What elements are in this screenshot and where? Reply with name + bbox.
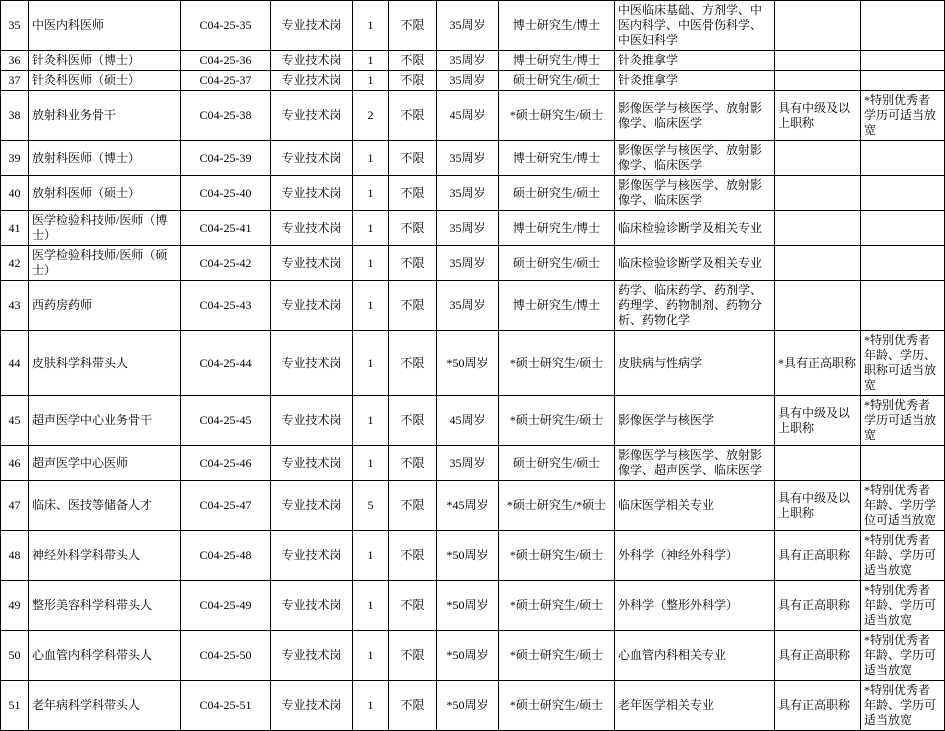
post-category: 专业技术岗 — [271, 246, 353, 281]
gender-requirement: 不限 — [389, 211, 437, 246]
table-row — [1, 281, 945, 331]
post-name: 放射科业务骨干 — [29, 91, 181, 141]
row-index: 46 — [1, 446, 29, 481]
headcount: 5 — [353, 481, 389, 531]
table-row — [1, 446, 945, 481]
row-index: 41 — [1, 211, 29, 246]
education-degree: 硕士研究生/硕士 — [499, 246, 615, 281]
table-row — [1, 1, 945, 51]
other-conditions: *特别优秀者学历可适当放宽 — [861, 396, 945, 446]
age-limit: 35周岁 — [437, 141, 499, 176]
education-degree: *硕士研究生/*硕士 — [499, 481, 615, 531]
age-limit: 45周岁 — [437, 396, 499, 446]
row-index: 49 — [1, 581, 29, 631]
age-limit: 35周岁 — [437, 246, 499, 281]
gender-requirement: 不限 — [389, 481, 437, 531]
post-code: C04-25-40 — [181, 176, 271, 211]
age-limit: 35周岁 — [437, 211, 499, 246]
other-conditions — [861, 1, 945, 51]
row-index: 44 — [1, 331, 29, 396]
post-code: C04-25-41 — [181, 211, 271, 246]
headcount: 1 — [353, 246, 389, 281]
post-name: 医学检验科技师/医师（博士） — [29, 211, 181, 246]
table-row — [1, 581, 945, 631]
professional-title-requirement — [775, 281, 861, 331]
post-category: 专业技术岗 — [271, 91, 353, 141]
other-conditions: *特别优秀者年龄、学历可适当放宽 — [861, 681, 945, 731]
headcount: 2 — [353, 91, 389, 141]
professional-title-requirement: 具有中级及以上职称 — [775, 481, 861, 531]
post-name: 皮肤科学科带头人 — [29, 331, 181, 396]
headcount: 1 — [353, 176, 389, 211]
table-row — [1, 681, 945, 731]
major-requirement: 影像医学与核医学、放射影像学、临床医学 — [615, 91, 775, 141]
professional-title-requirement: 具有正高职称 — [775, 531, 861, 581]
row-index: 47 — [1, 481, 29, 531]
post-name: 放射科医师（硕士） — [29, 176, 181, 211]
post-category: 专业技术岗 — [271, 281, 353, 331]
post-code: C04-25-38 — [181, 91, 271, 141]
age-limit: *45周岁 — [437, 481, 499, 531]
age-limit: 35周岁 — [437, 51, 499, 71]
post-category: 专业技术岗 — [271, 176, 353, 211]
education-degree: 博士研究生/博士 — [499, 141, 615, 176]
post-code: C04-25-51 — [181, 681, 271, 731]
headcount: 1 — [353, 581, 389, 631]
professional-title-requirement: *具有正高职称 — [775, 331, 861, 396]
gender-requirement: 不限 — [389, 581, 437, 631]
major-requirement: 老年医学相关专业 — [615, 681, 775, 731]
other-conditions: *特别优秀者学历可适当放宽 — [861, 91, 945, 141]
gender-requirement: 不限 — [389, 631, 437, 681]
row-index: 43 — [1, 281, 29, 331]
post-category: 专业技术岗 — [271, 481, 353, 531]
post-category: 专业技术岗 — [271, 331, 353, 396]
row-index: 45 — [1, 396, 29, 446]
row-index: 50 — [1, 631, 29, 681]
other-conditions: *特别优秀者年龄、学历可适当放宽 — [861, 631, 945, 681]
gender-requirement: 不限 — [389, 71, 437, 91]
row-index: 48 — [1, 531, 29, 581]
age-limit: *50周岁 — [437, 631, 499, 681]
post-category: 专业技术岗 — [271, 141, 353, 176]
table-row — [1, 631, 945, 681]
post-category: 专业技术岗 — [271, 51, 353, 71]
professional-title-requirement: 具有正高职称 — [775, 631, 861, 681]
row-index: 39 — [1, 141, 29, 176]
headcount: 1 — [353, 141, 389, 176]
row-index: 51 — [1, 681, 29, 731]
professional-title-requirement — [775, 71, 861, 91]
major-requirement: 临床检验诊断学及相关专业 — [615, 211, 775, 246]
age-limit: 35周岁 — [437, 71, 499, 91]
headcount: 1 — [353, 281, 389, 331]
post-name: 放射科医师（博士） — [29, 141, 181, 176]
headcount: 1 — [353, 631, 389, 681]
major-requirement: 外科学（整形外科学） — [615, 581, 775, 631]
post-name: 神经外科学科带头人 — [29, 531, 181, 581]
age-limit: 35周岁 — [437, 446, 499, 481]
professional-title-requirement: 具有正高职称 — [775, 681, 861, 731]
age-limit: *50周岁 — [437, 581, 499, 631]
major-requirement: 临床检验诊断学及相关专业 — [615, 246, 775, 281]
post-category: 专业技术岗 — [271, 211, 353, 246]
post-name: 医学检验科技师/医师（硕士） — [29, 246, 181, 281]
gender-requirement: 不限 — [389, 281, 437, 331]
post-category: 专业技术岗 — [271, 446, 353, 481]
professional-title-requirement — [775, 51, 861, 71]
professional-title-requirement — [775, 211, 861, 246]
major-requirement: 心血管内科相关专业 — [615, 631, 775, 681]
professional-title-requirement: 具有中级及以上职称 — [775, 91, 861, 141]
table-body — [1, 1, 945, 731]
age-limit: *50周岁 — [437, 331, 499, 396]
post-name: 中医内科医师 — [29, 1, 181, 51]
post-category: 专业技术岗 — [271, 1, 353, 51]
major-requirement: 影像医学与核医学、放射影像学、临床医学 — [615, 176, 775, 211]
professional-title-requirement — [775, 1, 861, 51]
post-name: 针灸科医师（博士） — [29, 51, 181, 71]
headcount: 1 — [353, 681, 389, 731]
row-index: 37 — [1, 71, 29, 91]
age-limit: 45周岁 — [437, 91, 499, 141]
education-degree: 硕士研究生/硕士 — [499, 176, 615, 211]
headcount: 1 — [353, 446, 389, 481]
education-degree: *硕士研究生/硕士 — [499, 581, 615, 631]
row-index: 36 — [1, 51, 29, 71]
table-row — [1, 71, 945, 91]
education-degree: 博士研究生/博士 — [499, 51, 615, 71]
row-index: 38 — [1, 91, 29, 141]
table-row — [1, 141, 945, 176]
headcount: 1 — [353, 1, 389, 51]
headcount: 1 — [353, 331, 389, 396]
post-category: 专业技术岗 — [271, 581, 353, 631]
education-degree: *硕士研究生/硕士 — [499, 681, 615, 731]
education-degree: 博士研究生/博士 — [499, 281, 615, 331]
post-code: C04-25-35 — [181, 1, 271, 51]
other-conditions: *特别优秀者年龄、学历、职称可适当放宽 — [861, 331, 945, 396]
major-requirement: 影像医学与核医学、放射影像学、临床医学 — [615, 141, 775, 176]
education-degree: *硕士研究生/硕士 — [499, 531, 615, 581]
post-code: C04-25-39 — [181, 141, 271, 176]
other-conditions — [861, 71, 945, 91]
age-limit: 35周岁 — [437, 281, 499, 331]
gender-requirement: 不限 — [389, 331, 437, 396]
headcount: 1 — [353, 51, 389, 71]
major-requirement: 药学、临床药学、药剂学、药理学、药物制剂、药物分析、药物化学 — [615, 281, 775, 331]
headcount: 1 — [353, 211, 389, 246]
post-category: 专业技术岗 — [271, 71, 353, 91]
row-index: 42 — [1, 246, 29, 281]
age-limit: *50周岁 — [437, 531, 499, 581]
major-requirement: 外科学（神经外科学） — [615, 531, 775, 581]
professional-title-requirement — [775, 246, 861, 281]
major-requirement: 影像医学与核医学、放射影像学、超声医学、临床医学 — [615, 446, 775, 481]
post-category: 专业技术岗 — [271, 631, 353, 681]
post-code: C04-25-48 — [181, 531, 271, 581]
post-category: 专业技术岗 — [271, 681, 353, 731]
post-name: 临床、医技等储备人才 — [29, 481, 181, 531]
post-code: C04-25-50 — [181, 631, 271, 681]
education-degree: *硕士研究生/硕士 — [499, 91, 615, 141]
other-conditions: *特别优秀者年龄、学历可适当放宽 — [861, 581, 945, 631]
table-row — [1, 396, 945, 446]
post-name: 心血管内科学科带头人 — [29, 631, 181, 681]
gender-requirement: 不限 — [389, 396, 437, 446]
education-degree: 博士研究生/博士 — [499, 211, 615, 246]
gender-requirement: 不限 — [389, 446, 437, 481]
post-category: 专业技术岗 — [271, 396, 353, 446]
post-name: 西药房药师 — [29, 281, 181, 331]
other-conditions — [861, 141, 945, 176]
major-requirement: 临床医学相关专业 — [615, 481, 775, 531]
professional-title-requirement — [775, 176, 861, 211]
professional-title-requirement: 具有中级及以上职称 — [775, 396, 861, 446]
table-row — [1, 481, 945, 531]
post-name: 超声医学中心业务骨干 — [29, 396, 181, 446]
gender-requirement: 不限 — [389, 91, 437, 141]
major-requirement: 针灸推拿学 — [615, 71, 775, 91]
headcount: 1 — [353, 531, 389, 581]
professional-title-requirement: 具有正高职称 — [775, 581, 861, 631]
table-row — [1, 331, 945, 396]
education-degree: *硕士研究生/硕士 — [499, 631, 615, 681]
table-row — [1, 246, 945, 281]
gender-requirement: 不限 — [389, 531, 437, 581]
age-limit: *50周岁 — [437, 681, 499, 731]
table-row — [1, 176, 945, 211]
major-requirement: 影像医学与核医学 — [615, 396, 775, 446]
post-name: 超声医学中心医师 — [29, 446, 181, 481]
row-index: 40 — [1, 176, 29, 211]
post-code: C04-25-37 — [181, 71, 271, 91]
education-degree: 硕士研究生/硕士 — [499, 446, 615, 481]
post-code: C04-25-44 — [181, 331, 271, 396]
table-row — [1, 91, 945, 141]
other-conditions — [861, 211, 945, 246]
post-code: C04-25-43 — [181, 281, 271, 331]
post-code: C04-25-46 — [181, 446, 271, 481]
gender-requirement: 不限 — [389, 246, 437, 281]
post-category: 专业技术岗 — [271, 531, 353, 581]
post-code: C04-25-36 — [181, 51, 271, 71]
table-row — [1, 211, 945, 246]
other-conditions — [861, 51, 945, 71]
other-conditions — [861, 281, 945, 331]
post-name: 整形美容科学科带头人 — [29, 581, 181, 631]
education-degree: 硕士研究生/硕士 — [499, 71, 615, 91]
other-conditions: *特别优秀者年龄、学历学位可适当放宽 — [861, 481, 945, 531]
post-code: C04-25-49 — [181, 581, 271, 631]
gender-requirement: 不限 — [389, 176, 437, 211]
age-limit: 35周岁 — [437, 176, 499, 211]
headcount: 1 — [353, 71, 389, 91]
major-requirement: 中医临床基础、方剂学、中医内科学、中医骨伤科学、中医妇科学 — [615, 1, 775, 51]
other-conditions — [861, 176, 945, 211]
major-requirement: 针灸推拿学 — [615, 51, 775, 71]
gender-requirement: 不限 — [389, 51, 437, 71]
other-conditions: *特别优秀者年龄、学历可适当放宽 — [861, 531, 945, 581]
other-conditions — [861, 446, 945, 481]
other-conditions — [861, 246, 945, 281]
age-limit: 35周岁 — [437, 1, 499, 51]
post-code: C04-25-45 — [181, 396, 271, 446]
post-name: 针灸科医师（硕士） — [29, 71, 181, 91]
post-name: 老年病科学科带头人 — [29, 681, 181, 731]
education-degree: *硕士研究生/硕士 — [499, 331, 615, 396]
professional-title-requirement — [775, 446, 861, 481]
table-row — [1, 51, 945, 71]
gender-requirement: 不限 — [389, 141, 437, 176]
gender-requirement: 不限 — [389, 1, 437, 51]
major-requirement: 皮肤病与性病学 — [615, 331, 775, 396]
education-degree: *硕士研究生/硕士 — [499, 396, 615, 446]
professional-title-requirement — [775, 141, 861, 176]
post-code: C04-25-42 — [181, 246, 271, 281]
education-degree: 博士研究生/博士 — [499, 1, 615, 51]
headcount: 1 — [353, 396, 389, 446]
table-row — [1, 531, 945, 581]
post-code: C04-25-47 — [181, 481, 271, 531]
row-index: 35 — [1, 1, 29, 51]
gender-requirement: 不限 — [389, 681, 437, 731]
